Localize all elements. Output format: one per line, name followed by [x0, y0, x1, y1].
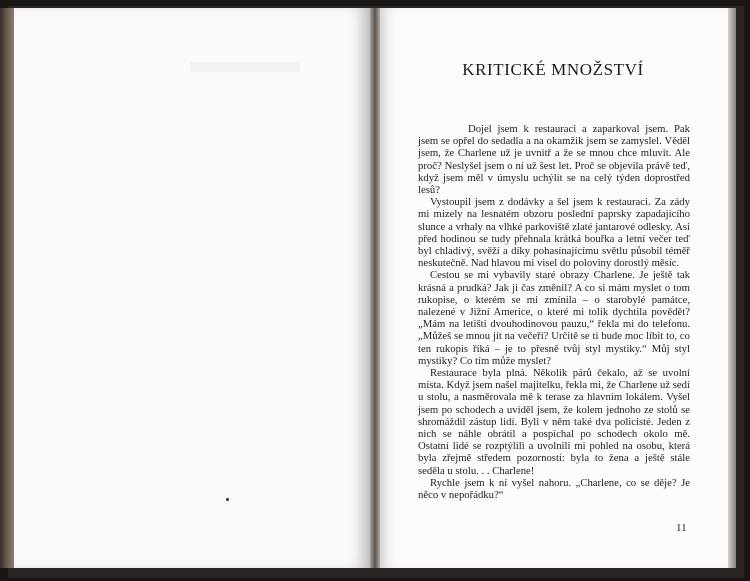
body-text [418, 123, 690, 501]
paragraph-3: Cestou se mi vybavily staré obrazy Charlene. Je ještě tak krásná a prudká? Jak ji čas změnil? A co si mám myslet o tom rukopise, o kterém se mi zmínila – o starobylé památce, nalezené v Jižní Americe, o které mi tolik dychtila povědět? „Mám na letišti dvouhodinovou pauzu,“ řekla mi do telefonu. „Můžeš se mnou jít na večeři? Určitě se ti bude moc líbit to, co ten rukopis říká – je to přesně tvůj styl mystiky.“ Můj styl mystiky? Co tím může myslet? [418, 269, 690, 367]
paragraph-5: Rychle jsem k ní vyšel nahoru. „Charlene, co se děje? Je něco v nepořádku?“ [418, 476, 690, 502]
left-page [14, 8, 370, 568]
paragraph-2: Vystoupil jsem z dodávky a šel jsem k restauraci. Za zády mi mizely na lesnatém obzoru poslední paprsky zapadajícího slunce a vrhaly na vlhké parkoviště zlaté jantarové odlesky. Asi před hodinou se tudy přehnala krátká bouřka a letní večer teď byl chladivý, svěží a díky pohasínajícímu světlu působil téměř neskutečně. Nad hlavou mi visel do poloviny dorostlý měsíc. [418, 196, 690, 270]
paper-speck [226, 498, 229, 501]
book-gutter [370, 8, 380, 568]
page-edge [728, 8, 736, 568]
paragraph-1: Dojel jsem k restauraci a zaparkoval jsem. Pak jsem se opřel do sedadla a na okamžik jsem se zamyslel. Věděl jsem, že Charlene už je uvnitř a že se mnou chce mluvit. Ale proč? Neslyšel jsem o ní už šest let. Proč se objevila právě teď, když jsem měl v úmyslu uchýlit se na celý týden doprostřed lesů? [418, 123, 690, 197]
paragraph-4: Restaurace byla plná. Několik párů čekalo, až se uvolní místa. Když jsem našel majitelku, řekla mi, že Charlene už sedí u stolu, a nasměrovala mě k terase za hlavním lokálem. Vyšel jsem po schodech a uviděl jsem, že kolem jednoho ze stolů se shromáždil zástup lidí. Byli v něm také dva policisté. Jeden z nich se náhle obrátil a pospíchal po schodech okolo mě. Ostatní lidé se rozptýlili a uvolnili mi pohled na osobu, která byla zřejmě středem pozornosti: byla to žena a ještě stále seděla u stolu. . . Charlene! [418, 367, 690, 477]
show-through [190, 62, 300, 72]
chapter-title: KRITICKÉ MNOŽSTVÍ [462, 60, 644, 79]
page-number: 11 [676, 522, 687, 534]
book-cover-edge [0, 8, 14, 568]
